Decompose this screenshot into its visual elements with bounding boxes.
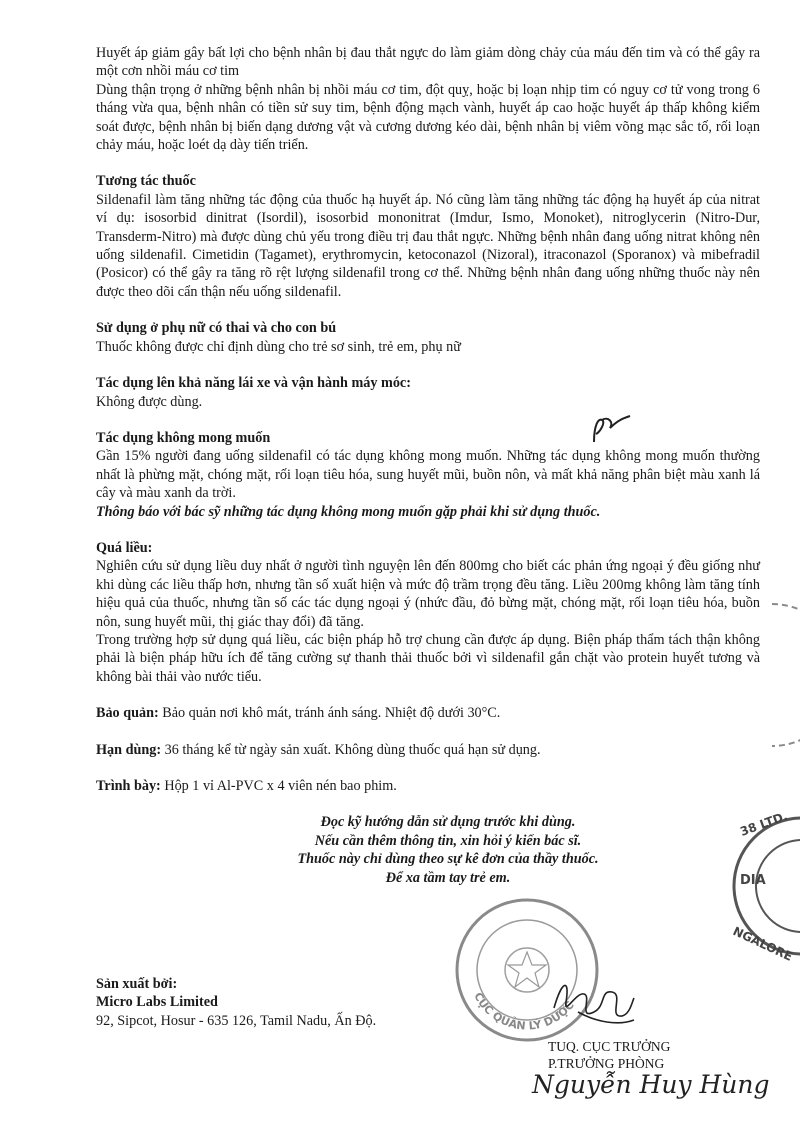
closing-line-2: Nếu cần thêm thông tin, xin hỏi ý kiến bác sĩ. bbox=[314, 832, 582, 849]
shelf-life-label: Hạn dùng: bbox=[96, 741, 162, 758]
paragraph-interactions: Sildenafil làm tăng những tác động của thuốc hạ huyết áp. Nó cũng làm tăng những tác động hạ huyết áp của nitrat ví dụ: isosorbid dinitrat (Isordil), isosorbid mononitrat (Imdur, Ismo, Monoket), nitroglycerin (Nitro-Dur, Transderm-Nitro) mà được dùng chủ yếu trong điều trị đau thắt ngực. Những bệnh nhân đang uống nitrat không nên uống sildenafil. Cimetidin (Tagamet), erythromycin, ketoconazol (Nizoral), itraconazol (Sporanox) và mibefradil (Posicor) có thể gây ra tăng rõ rệt lượng sildenafil trong cơ thể. Những bệnh nhân đang uống những thuốc này nên được theo dõi cẩn thận nếu uống sildenafil. bbox=[96, 191, 760, 300]
authority-block bbox=[548, 1038, 748, 1072]
paragraph-driving: Không được dùng. bbox=[96, 393, 203, 410]
signature bbox=[548, 972, 638, 1034]
presentation-label: Trình bày: bbox=[96, 778, 161, 794]
storage-label: Bảo quản: bbox=[96, 705, 159, 722]
heading-pregnancy: Sử dụng ở phụ nữ có thai và cho con bú bbox=[96, 320, 337, 337]
paragraph-pregnancy: Thuốc không được chỉ định dùng cho trẻ sơ sinh, trẻ em, phụ nữ bbox=[96, 338, 461, 355]
authority-line-2: P.TRƯỞNG PHÒNG bbox=[548, 1056, 665, 1071]
signer-name: Nguyễn Huy Hùng bbox=[532, 1070, 770, 1099]
heading-driving: Tác dụng lên khả năng lái xe và vận hành máy móc: bbox=[96, 375, 411, 392]
svg-text:DIA: DIA bbox=[740, 873, 766, 888]
presentation-line bbox=[96, 777, 760, 795]
edge-stamp bbox=[728, 600, 800, 750]
closing-line-1: Đọc kỹ hướng dẫn sử dụng trước khi dùng. bbox=[320, 814, 576, 831]
heading-interactions: Tương tác thuốc bbox=[96, 173, 196, 190]
company-stamp bbox=[722, 806, 800, 966]
authority-line-1: TUQ. CỤC TRƯỞNG bbox=[548, 1039, 671, 1054]
storage-text: Bảo quản nơi khô mát, tránh ánh sáng. Nhiệt độ dưới 30°C. bbox=[158, 705, 501, 722]
paragraph-side-effects: Gần 15% người đang uống sildenafil có tác dụng không mong muốn. Những tác dụng không mong muốn thường nhất là phừng mặt, chóng mặt, rối loạn tiêu hóa, sung huyết mũi, buồn nôn, và mất khả năng phân biệt màu xanh lá cây và màu xanh da trời. bbox=[96, 448, 760, 502]
side-effects-notice: Thông báo với bác sỹ những tác dụng không mong muốn gặp phải khi sử dụng thuốc. bbox=[96, 503, 601, 520]
closing-line-3: Thuốc này chỉ dùng theo sự kê đơn của thầy thuốc. bbox=[297, 851, 599, 868]
svg-text:NGALORE: NGALORE bbox=[730, 924, 795, 964]
manufacturer-label: Sản xuất bởi: bbox=[96, 976, 178, 992]
shelf-life-text: 36 tháng kể từ ngày sản xuất. Không dùng thuốc quá hạn sử dụng. bbox=[161, 741, 541, 758]
manufacturer-name: Micro Labs Limited bbox=[96, 994, 218, 1011]
manufacturer-address: 92, Sipcot, Hosur - 635 126, Tamil Nadu, Ấn Độ. bbox=[96, 1012, 377, 1029]
svg-text:38 LTD.: 38 LTD. bbox=[738, 808, 790, 839]
paragraph-overdose-2: Trong trường hợp sử dụng quá liều, các biện pháp hỗ trợ chung cần được áp dụng. Biện pháp thẩm tách thận không phải là biện pháp hữu ích để tăng cường sự thanh thải thuốc bởi vì sildenafil gắn chặt vào protein huyết tương và không bài thải vào nước tiểu. bbox=[96, 631, 760, 685]
paragraph-caution: Dùng thận trọng ở những bệnh nhân bị nhồi máu cơ tim, đột quỵ, hoặc bị loạn nhịp tim có nguy cơ tử vong trong 6 tháng vừa qua, bệnh nhân có tiền sử suy tim, bệnh động mạch vành, huyết áp cao hoặc huyết áp thấp không kiểm soát được, bệnh nhân bị biến dạng dương vật và cương dương kéo dài, bệnh nhân bị viêm võng mạc sắc tố, rối loạn chảy máu, hoặc loét dạ dày tiến triển. bbox=[96, 81, 760, 154]
paragraph-hypotension: Huyết áp giảm gây bất lợi cho bệnh nhân bị đau thắt ngực do làm giảm dòng chảy của máu đến tim và có thể gây ra một cơn nhồi máu cơ tim bbox=[96, 45, 760, 80]
shelf-life-line bbox=[96, 741, 760, 759]
presentation-text: Hộp 1 vỉ Al-PVC x 4 viên nén bao phim. bbox=[160, 778, 397, 794]
svg-text:CỤC QUẢN LÝ DƯỢC: CỤC QUẢN LÝ DƯỢC bbox=[471, 990, 577, 1033]
heading-side-effects: Tác dụng không mong muốn bbox=[96, 429, 271, 446]
manufacturer-block bbox=[96, 975, 496, 1030]
storage-line bbox=[96, 704, 760, 722]
paragraph-overdose-1: Nghiên cứu sử dụng liều duy nhất ở người tình nguyện lên đến 800mg cho biết các phản ứng ngoại ý đều giống như khi dùng các liều thấp hơn, nhưng tần số xuất hiện và mức độ trầm trọng đều tăng. Liều 200mg không làm tăng tính hiệu quả của thuốc, nhưng tần số các tác dụng ngoại ý (nhức đầu, đỏ bừng mặt, chóng mặt, rối loạn tiêu hóa, buồn nôn, sung huyết mũi, thị giác thay đổi) đã tăng. bbox=[96, 558, 760, 630]
document-body bbox=[96, 44, 760, 887]
initials-mark bbox=[588, 412, 634, 448]
heading-overdose: Quá liều: bbox=[96, 539, 153, 556]
closing-line-4: Để xa tầm tay trẻ em. bbox=[385, 869, 511, 886]
